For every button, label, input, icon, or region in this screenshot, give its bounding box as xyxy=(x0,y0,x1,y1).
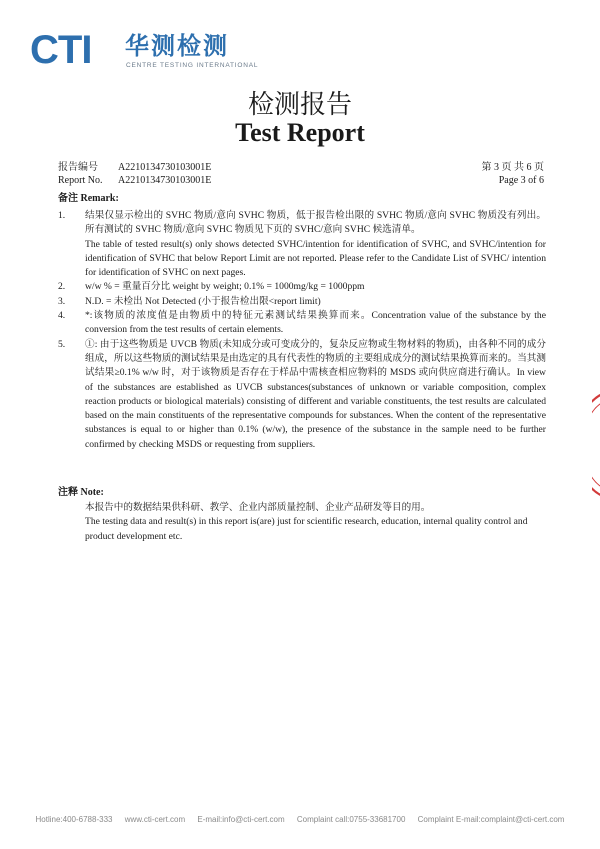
logo-english-name: CENTRE TESTING INTERNATIONAL xyxy=(126,62,259,69)
report-title-chinese: 检测报告 xyxy=(247,90,352,120)
remark-number: 1. xyxy=(58,210,66,221)
remark-item xyxy=(58,309,546,338)
note-text-en: The testing data and result(s) in this report is(are) just for scientific research, education, internal quality control and product development etc. xyxy=(85,516,528,542)
report-no-label-en: Report No. xyxy=(58,175,103,186)
footer-hotline: Hotline:400-6788-333 xyxy=(35,815,113,824)
report-no-value: A2210134730103001E xyxy=(118,162,212,173)
remark-number: 4. xyxy=(58,310,66,322)
report-title-english: Test Report xyxy=(235,118,365,147)
remark-number: 2. xyxy=(58,281,66,293)
logo-letters: CTI xyxy=(30,28,92,72)
remark-text: ①: 由于这些物质是 UVCB 物质(未知成分或可变成分的，复杂反应物或生物材料的物质)，由各种不同的成分组成，所以这些物质的测试结果是由选定的具有代表性的物质的主要组成成分的测试结果换算而来的。当其测试结果≥0.1% w/w 时，对于该物质是否存在于样品中需核查相应物料的 MSDS 或向供应商进行确认。In view of the substances are established as UVCB substances(substances of unknown or variable composition, complex reaction products or biological materials) consisting of different and variable constituents, the test results are calculated based on the main constituents of the representative compounds for substances. When the content of the representative substances is equal to or higher than 0.1% (w/w), the presence of the substance in the sample need to be further confirmed by checking MSDS or requesting from suppliers. xyxy=(85,338,546,450)
remark-text: w/w % = 重量百分比 weight by weight; 0.1% = 1000mg/kg = 1000ppm xyxy=(85,281,365,293)
page-number-block xyxy=(482,161,545,187)
seal-stamp-icon xyxy=(592,390,600,500)
report-no-value: A2210134730103001E xyxy=(118,175,212,186)
company-logo xyxy=(30,28,259,72)
footer-contact xyxy=(0,815,600,824)
note-text-cn: 本报告中的数据结果供科研、教学、企业内部质量控制、企业产品研发等目的用。 xyxy=(85,502,431,513)
note-body xyxy=(85,501,547,544)
remark-text: N.D. = 未检出 Not Detected (小于报告检出限<report limit) xyxy=(85,295,321,307)
report-number-block xyxy=(58,161,211,187)
remark-number: 3. xyxy=(58,295,66,307)
remark-text: 结果仅显示检出的 SVHC 物质/意向 SVHC 物质，低于报告检出限的 SVHC 物质/意向 SVHC 物质没有列出。所有测试的 SVHC 物质/意向 SVHC 物质见下页的 SVHC/意向 SVHC 候选清单。 xyxy=(85,210,546,236)
footer-email: E-mail:info@cti-cert.com xyxy=(197,815,285,824)
remark-item xyxy=(58,280,546,294)
footer-complaint-call: Complaint call:0755-33681700 xyxy=(296,815,406,824)
remark-item xyxy=(58,295,546,309)
page-number-en: Page 3 of 6 xyxy=(498,175,544,186)
remark-item xyxy=(58,338,546,452)
remark-number: 5. xyxy=(58,338,66,350)
page-number-cn: 第 3 页 共 6 页 xyxy=(481,162,544,173)
remark-item xyxy=(58,209,546,280)
remark-list xyxy=(58,209,546,452)
footer-complaint-email: Complaint E-mail:complaint@cti-cert.com xyxy=(417,815,565,824)
logo-chinese-name: 华测检测 xyxy=(125,32,229,60)
note-title: 注释 Note: xyxy=(58,487,104,498)
report-no-label-cn: 报告编号 xyxy=(58,162,98,173)
footer-website: www.cti-cert.com xyxy=(124,815,186,824)
remark-title: 备注 Remark: xyxy=(58,193,119,204)
remark-text: The table of tested result(s) only shows detected SVHC/intention for identification of SVHC, and SVHC/intention for identification of SVHC that below Report Limit are not reported. Please refer to the Candidate List of SVHC/ intention for identification of SVHC on next pages. xyxy=(85,238,546,279)
remark-text: *:该物质的浓度值是由物质中的特征元素测试结果换算而来。Concentration value of the substance by the conversion from the test results of certain elements. xyxy=(85,310,546,336)
